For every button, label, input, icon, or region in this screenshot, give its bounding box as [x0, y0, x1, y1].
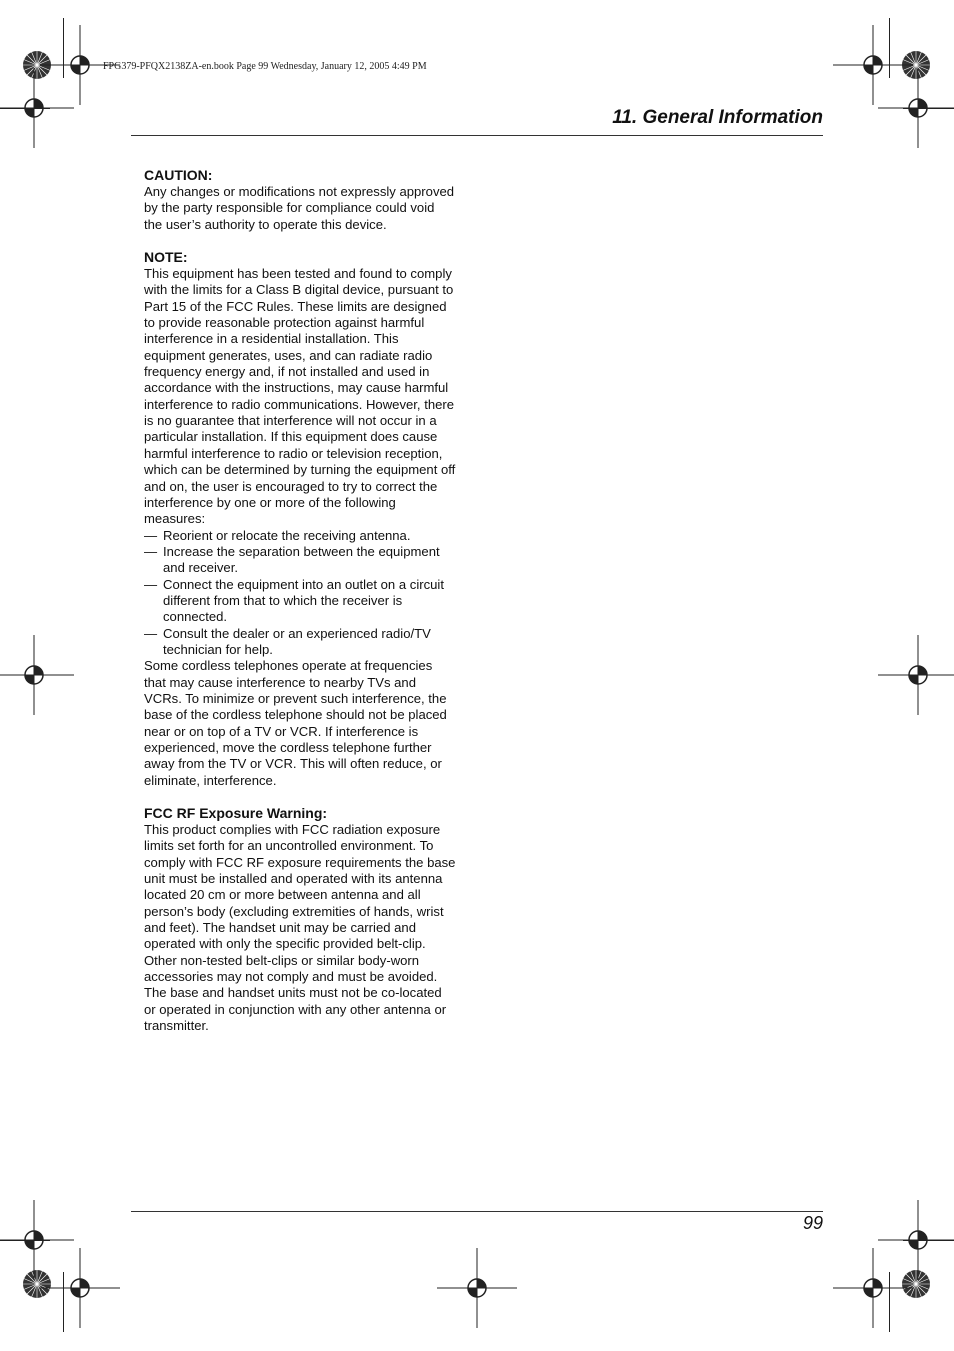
note-heading: NOTE:: [144, 249, 188, 266]
crosshair-mark-icon: [833, 25, 913, 105]
fcc-rf-body: This product complies with FCC radiation exposure limits set forth for an uncontrolled environment. To comply with FCC RF exposure requirements the base unit must be installed and operated with its antenna located 20 cm or more between antenna and all person’s body (excluding extremities of hands, wrist and feet). The handset unit may be carried and operated with only the specific provided belt-clip. Other non-tested belt-clips or similar body-worn accessories may not comply and must be avoided. The base and handset units must not be co-located or operated in conjunction with any other antenna or transmitter.: [144, 822, 456, 1034]
list-item: — Increase the separation between the equipment and receiver.: [144, 543, 440, 576]
measures-list: [144, 528, 456, 659]
star-mark-icon: [23, 1270, 51, 1298]
crosshair-mark-icon: [878, 68, 954, 148]
footer-rule: [131, 1211, 823, 1212]
caution-body: Any changes or modifications not expressly approved by the party responsible for compliance could void the user’s authority to operate this device.: [144, 184, 455, 232]
list-item: — Connect the equipment into an outlet on a circuit different from that to which the receiver is connected.: [144, 576, 444, 625]
crosshair-mark-icon: [0, 1200, 74, 1280]
cordless-telephone-text: Some cordless telephones operate at frequencies that may cause interference to nearby TVs and VCRs. To minimize or prevent such interference, the base of the cordless telephone should not be placed near or on top of a TV or VCR. If interference is experienced, move the cordless telephone further away from the TV or VCR. This will often reduce, or eliminate, interference.: [144, 658, 447, 788]
list-item: — Consult the dealer or an experienced radio/TV technician for help.: [144, 625, 431, 657]
crosshair-mark-icon: [0, 68, 74, 148]
print-info-line: FPG379-PFQX2138ZA-en.book Page 99 Wednesday, January 12, 2005 4:49 PM: [103, 61, 427, 72]
chapter-title: 11. General Information: [612, 107, 823, 128]
crosshair-mark-icon: [437, 1248, 517, 1328]
caution-heading: CAUTION:: [144, 167, 213, 183]
content-column: [144, 166, 456, 1035]
header-rule: [131, 135, 823, 136]
star-mark-icon: [902, 1270, 930, 1298]
crosshair-mark-icon: [40, 1248, 120, 1328]
note-section: [144, 248, 456, 789]
note-body: This equipment has been tested and found to comply with the limits for a Class B digital device, pursuant to Part 15 of the FCC Rules. These limits are designed to provide reasonable protection against harmful interference in a residential installation. This equipment generates, uses, and can radiate radio frequency energy and, if not installed and used in accordance with the instructions, may cause harmful interference to radio communications. However, there is no guarantee that interference will not occur in a particular installation. If this equipment does cause harmful interference to radio or television reception, which can be determined by turning the equipment off and on, the user is encouraged to try to correct the interference by one or more of the following measures:: [144, 266, 456, 527]
crosshair-mark-icon: [878, 635, 954, 715]
crosshair-mark-icon: [878, 1200, 954, 1280]
page-number: 99: [802, 1213, 823, 1233]
fcc-rf-heading: FCC RF Exposure Warning:: [144, 805, 328, 822]
list-item: — Reorient or relocate the receiving antenna.: [144, 527, 411, 543]
fcc-rf-section: [144, 804, 456, 1034]
crosshair-mark-icon: [833, 1248, 913, 1328]
caution-section: [144, 166, 456, 233]
crosshair-mark-icon: [0, 635, 74, 715]
